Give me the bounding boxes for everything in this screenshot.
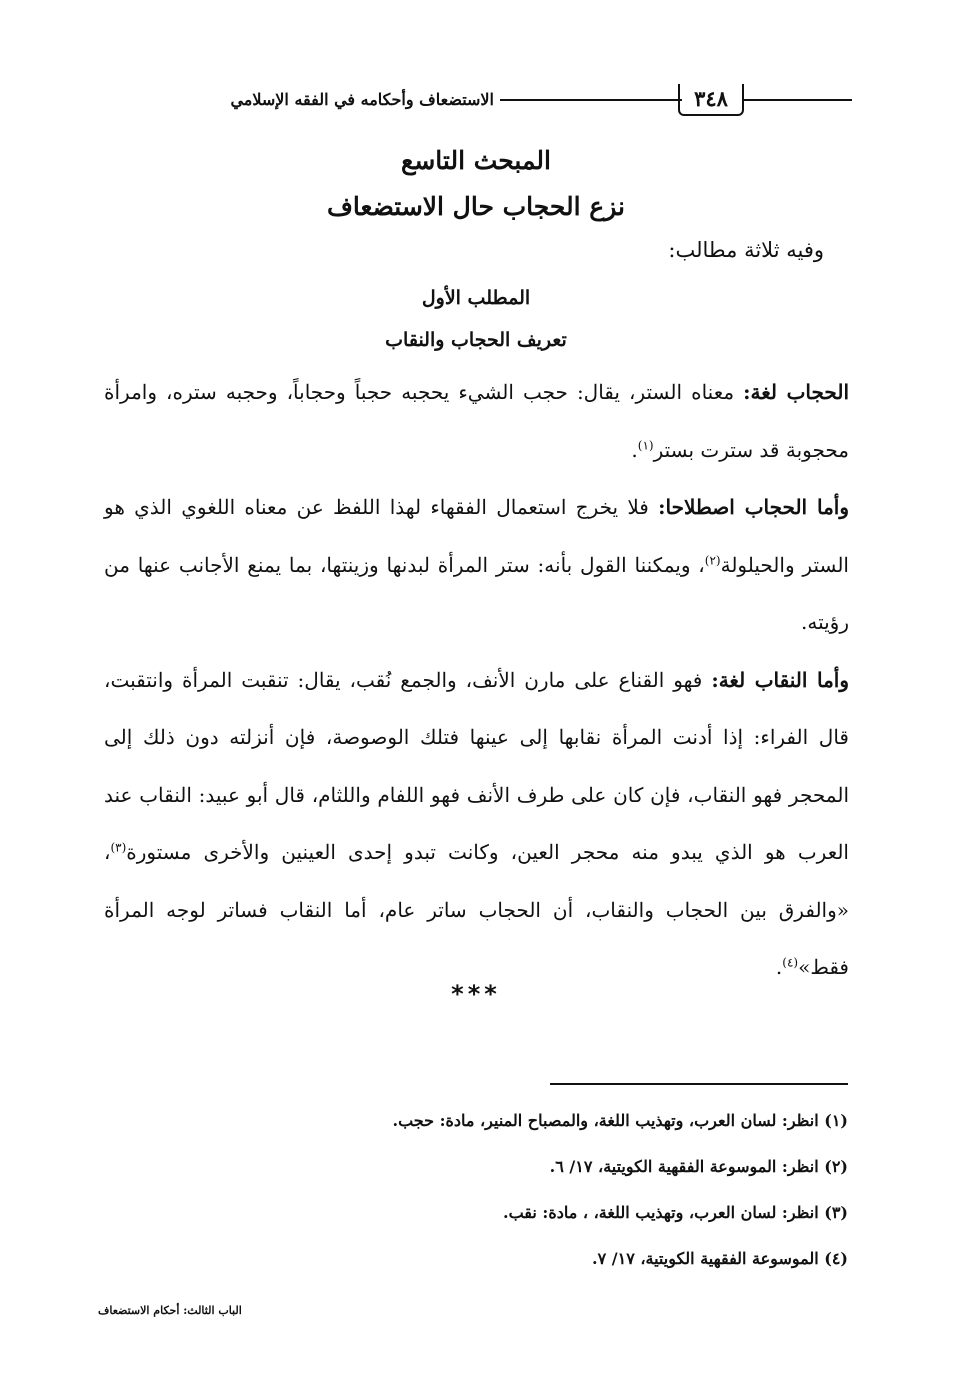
footnote-item: (٣) انظر: لسان العرب، وتهذيب اللغة، ، مادة: نقب.	[503, 1203, 848, 1222]
footnotes	[108, 1106, 848, 1290]
body-text	[104, 364, 849, 997]
paragraph-niqab-linguistic	[104, 652, 849, 997]
footnote-item: (١) انظر: لسان العرب، وتهذيب اللغة، والمصباح المنير، مادة: حجب.	[392, 1111, 848, 1130]
header-rule-middle	[500, 99, 682, 101]
paragraph-tail: .	[775, 955, 783, 979]
footnote-item: (٤) الموسوعة الفقهية الكويتية، ١٧/ ٧.	[592, 1249, 848, 1268]
header-rule-right	[744, 99, 852, 101]
paragraph-text: فهو القناع على مارن الأنف، والجمع نُقب، يقال: تنقبت المرأة وانتقبت، قال الفراء: إذا أدنت المرأة نقابها إلى عينها فتلك الوصوصة، فإن أنزلته دون ذلك إلى المحجر فهو النقاب، فإن كان على طرف الأنف فهو اللفام واللثام، قال أبو عبيد: النقاب عند العرب هو الذي يبدو منه محجر العين، وكانت تبدو إحدى العينين والأخرى مستورة	[104, 667, 849, 864]
footnote-item: (٢) انظر: الموسوعة الفقهية الكويتية، ١٧/ ٦.	[549, 1157, 848, 1176]
paragraph-text: معناه الستر، يقال: حجب الشيء يحجبه حجباً وحجاباً، وحجبه ستره، وامرأة محجوبة قد سترت بستر	[104, 380, 849, 462]
running-header	[100, 78, 852, 122]
running-title: الاستضعاف وأحكامه في الفقه الإسلامي	[230, 90, 494, 109]
paragraph-tail: .	[631, 437, 638, 462]
footnote-ref: (١)	[637, 437, 654, 452]
paragraph-tail: ، ويمكننا القول بأنه: ستر المرأة لبدنها وزينتها، بما يمنع الأجانب عنها من رؤيته.	[104, 552, 849, 634]
chapter-title: نزع الحجاب حال الاستضعاف	[327, 192, 625, 221]
footnote-rule	[550, 1083, 848, 1085]
paragraph-text-continued: ، «والفرق بين الحجاب والنقاب، أن الحجاب ساتر عام، أما النقاب فساتر لوجه المرأة فقط»	[104, 840, 849, 979]
paragraph-lead: الحجاب لغة:	[743, 380, 849, 404]
page-number: ٣٤٨	[678, 84, 744, 116]
footnote-ref: (٣)	[110, 840, 127, 855]
paragraph-text: فلا يخرج استعمال الفقهاء لهذا اللفظ عن معناه اللغوي الذي هو الستر والحيلولة	[104, 495, 849, 577]
paragraph-hijab-technical	[104, 479, 849, 652]
section-heading: المطلب الأول	[421, 287, 531, 309]
chapter-heading: المبحث التاسع	[401, 146, 551, 175]
section-separator: ***	[451, 980, 501, 1008]
section-title: تعريف الحجاب والنقاب	[385, 329, 567, 351]
paragraph-hijab-linguistic	[104, 364, 849, 479]
footnote-ref: (٢)	[704, 552, 721, 567]
page-footer: الباب الثالث: أحكام الاستضعاف	[98, 1304, 242, 1317]
paragraph-lead: وأما الحجاب اصطلاحا:	[658, 495, 850, 519]
paragraph-lead: وأما النقاب لغة:	[711, 667, 849, 692]
intro-line: وفيه ثلاثة مطالب:	[668, 238, 824, 262]
footnote-ref: (٤)	[782, 955, 799, 970]
